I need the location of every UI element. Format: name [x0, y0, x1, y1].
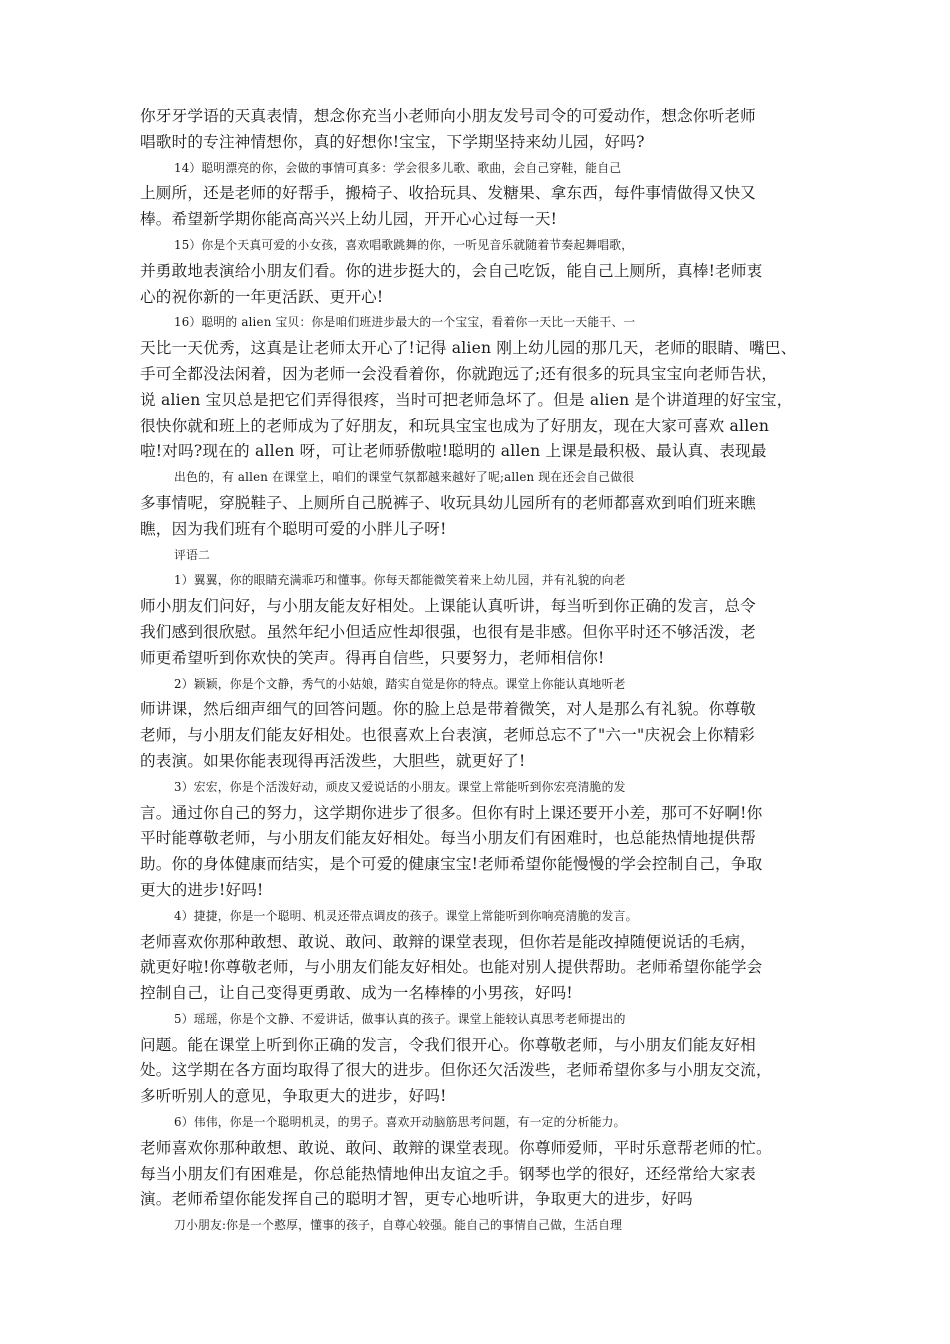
text-line: 问题。能在课堂上听到你正确的发言，令我们很开心。你尊敬老师，与小朋友们能友好相: [140, 1035, 756, 1054]
text-line: 演。老师希望你能发挥自己的聪明才智，更专心地听讲，争取更大的进步，好吗: [140, 1190, 693, 1209]
text-line: 说 alien 宝贝总是把它们弄得很疼，当时可把老师急坏了。但是 alien 是个讲道理的好宝宝，: [140, 390, 793, 409]
text-line: 1）翼翼，你的眼睛充满乖巧和懂事。你每天都能微笑着来上幼儿园，并有礼貌的向老: [174, 573, 626, 588]
text-line: 心的祝你新的一年更活跃、更开心!: [140, 287, 384, 306]
text-line: 的表演。如果你能表现得再活泼些，大胆些，就更好了!: [140, 751, 526, 770]
text-line: 手可全都没法闲着，因为老师一会没看着你，你就跑远了;还有很多的玩具宝宝向老师告状，: [140, 364, 778, 383]
text-line: 你牙牙学语的天真表情，想念你充当小老师向小朋友发号司令的可爱动作，想念你听老师: [140, 107, 756, 125]
text-line: 16）聪明的 alien 宝贝：你是咱们班进步最大的一个宝宝，看着你一天比一天能干、一: [174, 315, 636, 330]
text-line: 助。你的身体健康而结实，是个可爱的健康宝宝!老师希望你能慢慢的学会控制自己，争取: [140, 855, 763, 874]
text-line: 啦!对吗?现在的 allen 呀，可让老师骄傲啦!聪明的 allen 上课是最积极、最认真、表现最: [140, 442, 767, 461]
text-line: 5）瑶瑶，你是个文静、不爱讲话，做事认真的孩子。课堂上能较认真思考老师提出的: [174, 1011, 626, 1026]
text-line: 天比一天优秀，这真是让老师太开心了!记得 alien 刚上幼儿园的那几天，老师的眼睛、嘴巴、: [140, 339, 797, 358]
text-line: 老师喜欢你那种敢想、敢说、敢问、敢辩的课堂表现，但你若是能改掉随便说话的毛病，: [140, 932, 756, 951]
text-line: 多事情呢，穿脱鞋子、上厕所自己脱裤子、收玩具幼儿园所有的老师都喜欢到咱们班来瞧: [140, 493, 756, 512]
text-line: 师小朋友们问好，与小朋友能友好相处。上课能认真听讲，每当听到你正确的发言，总令: [140, 597, 756, 616]
text-line: 更大的进步!好吗!: [140, 880, 264, 899]
text-line: 控制自己，让自己变得更勇敢、成为一名棒棒的小男孩，好吗!: [140, 984, 573, 1003]
text-line: 6）伟伟，你是一个聪明机灵，的男子。喜欢开动脑筋思考问题，有一定的分析能力。: [174, 1115, 626, 1130]
text-line: 2）颖颖，你是个文静，秀气的小姑娘，踏实自觉是你的特点。课堂上你能认真地听老: [174, 676, 626, 691]
text-line: 老师喜欢你那种敢想、敢说、敢问、敢辩的课堂表现。你尊师爱师，平时乐意帮老师的忙。: [140, 1138, 772, 1157]
text-line: 评语二: [174, 547, 210, 562]
text-line: 3）宏宏，你是个活泼好动，顽皮又爱说话的小朋友。课堂上常能听到你宏亮清脆的发: [174, 779, 626, 794]
text-line: 棒。希望新学期你能高高兴兴上幼儿园，开开心心过每一天!: [140, 210, 558, 229]
text-line: 处。这学期在各方面均取得了很大的进步。但你还欠活泼些，老师希望你多与小朋友交流，: [140, 1061, 772, 1080]
text-line: 每当小朋友们有困难是，你总能热情地伸出友谊之手。钢琴也学的很好，还经常给大家表: [140, 1164, 756, 1183]
text-line: 我们感到很欣慰。虽然年纪小但适应性却很强，也很有是非感。但你平时还不够活泼，老: [140, 622, 756, 641]
text-line: 老师，与小朋友们能友好相处。也很喜欢上台表演，老师总忘不了"六一"庆祝会上你精彩: [140, 726, 755, 745]
text-line: 并勇敢地表演给小朋友们看。你的进步挺大的，会自己吃饭，能自己上厕所，真棒!老师衷: [140, 261, 763, 280]
text-line: 师讲课，然后细声细气的回答问题。你的脸上总是带着微笑，对人是那么有礼貌。你尊敬: [140, 700, 756, 719]
text-line: 很快你就和班上的老师成为了好朋友，和玩具宝宝也成为了好朋友，现在大家可喜欢 allen: [140, 416, 770, 435]
text-line: 刀小朋友:你是一个憨厚，懂事的孩子，自尊心较强。能自己的事情自己做，生活自理: [174, 1218, 623, 1233]
text-line: 14）聪明漂亮的你，会做的事情可真多：学会很多儿歌、歌曲，会自己穿鞋，能自己: [174, 160, 622, 175]
text-line: 上厕所，还是老师的好帮手，搬椅子、收拾玩具、发糖果、拿东西，每件事情做得又快又: [140, 184, 756, 203]
text-line: 言。通过你自己的努力，这学期你进步了很多。但你有时上课还要开小差，那可不好啊!你: [140, 803, 763, 822]
text-line: 唱歌时的专注神情想你，真的好想你!宝宝，下学期坚持来幼儿园，好吗?: [140, 132, 645, 151]
text-line: 师更希望听到你欢快的笑声。得再自信些，只要努力，老师相信你!: [140, 648, 605, 667]
text-line: 多听听别人的意见，争取更大的进步，好吗!: [140, 1087, 447, 1106]
text-line: 就更好啦!你尊敬老师，与小朋友们能友好相处。也能对别人提供帮助。老师希望你能学会: [140, 958, 763, 977]
text-line: 15）你是个天真可爱的小女孩，喜欢唱歌跳舞的你，一听见音乐就随着节奏起舞唱歌，: [174, 237, 634, 252]
text-line: 4）捷捷，你是一个聪明、机灵还带点调皮的孩子。课堂上常能听到你响亮清脆的发言。: [174, 908, 638, 923]
text-line: 瞧，因为我们班有个聪明可爱的小胖儿子呀!: [140, 519, 447, 538]
text-line: 平时能尊敬老师，与小朋友们能友好相处。每当小朋友们有困难时，也总能热情地提供帮: [140, 829, 756, 848]
text-line: 出色的，有 allen 在课堂上，咱们的课堂气氛都越来越好了呢;allen 现在还会自己做很: [174, 470, 635, 485]
body-text: [140, 104, 820, 1239]
